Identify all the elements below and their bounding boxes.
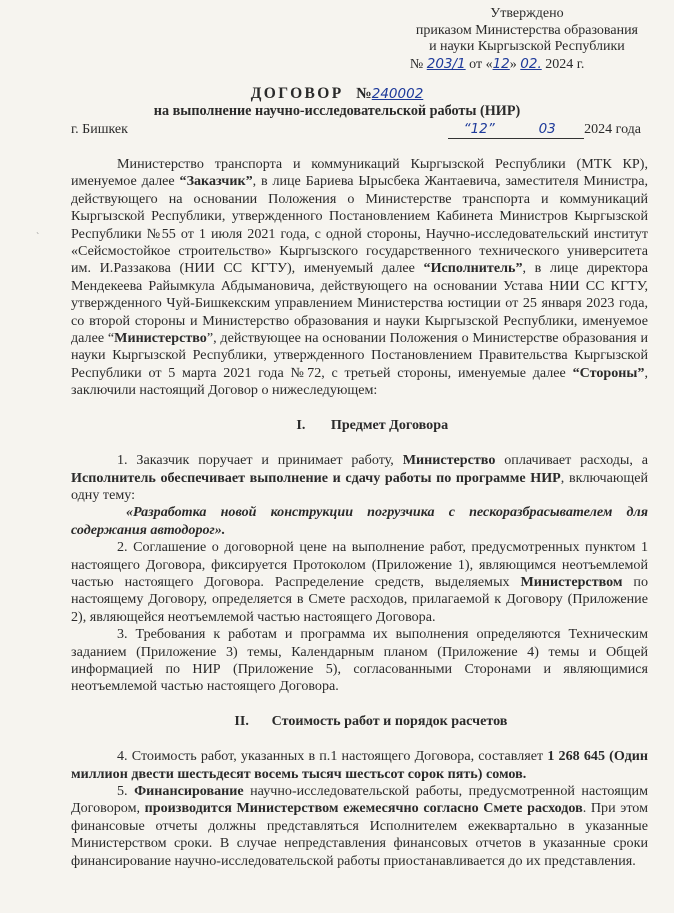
quote-close: » (509, 56, 517, 72)
clause-1: 1. Заказчик поручает и принимает работу, Министерство оплачивает расходы, а Исполнитель обеспечивает выполнение и сдачу работы по программе НИР, включающей одну тему: (71, 452, 648, 503)
order-month-handwritten: 02. (520, 55, 542, 72)
approval-line-3: и науки Кыргызской Республики (429, 39, 625, 54)
clause-3: 3. Требования к работам и программа их выполнения определяются Техническим заданием (Приложение 3) темы, Календарным планом (Приложение 4) темы и Общей информацией по НИР (Приложение 5), согласованными Сторонами и являющимися неотъемлемой частью настоящего Договора. (71, 626, 648, 695)
clause-4: 4. Стоимость работ, указанных в п.1 настоящего Договора, составляет 1 268 645 (Один миллион двести шестьдесят восемь тысяч шестьсот сорок пять) сомов. (71, 748, 648, 782)
date-quote-open: “ (463, 121, 471, 137)
approval-line-2: приказом Министерства образования (415, 22, 638, 38)
from-label: от « (469, 56, 493, 72)
number-sign: № (409, 56, 424, 72)
approval-order-line (410, 56, 638, 74)
order-day-handwritten: 12 (492, 55, 510, 72)
approval-line-1: Утверждено (490, 6, 564, 21)
city: г. Бишкек (71, 122, 128, 137)
date-year: 2024 года (584, 122, 641, 137)
date-day-handwritten: 12 (470, 121, 488, 137)
scan-mark: ` (36, 232, 40, 243)
contract-subtitle: на выполнение научно-исследовательской работы (НИР) (153, 103, 521, 119)
clause-5: 5. Финансирование научно-исследовательской работы, предусмотренной настоящим Договором, производится Министерством ежемесячно согласно Смете расходов. При этом финансовые отчеты должны представляться Исполнителем ежеквартально в указанные Министерством сроки. В случае непредставления финансовых отчетов в указанные сроки финансирование научно-исследовательской работы приостанавливается до их представления. (71, 783, 648, 869)
contract-number-handwritten: 240002 (371, 86, 424, 102)
contract-date (448, 121, 641, 139)
contract-body (71, 156, 648, 870)
date-month-handwritten: 03 (538, 121, 556, 137)
contract-title (0, 85, 674, 103)
approval-stamp-block (409, 6, 638, 73)
order-number-handwritten: 203/1 (426, 55, 466, 72)
date-quote-close: ” (487, 121, 495, 137)
clause-2: 2. Соглашение о договорной цене на выполнение работ, предусмотренных пунктом 1 настоящего Договора, фиксируется Протоколом (Приложение 1), являющимся неотъемлемой частью настоящего Договора. Распределение средств, выделяемых Министерством по настоящему Договору, определяется в Смете расходов, прилагаемой к Договору (Приложение 2), являющейся неотъемлемой частью настоящего Договора. (71, 539, 649, 625)
section-heading-1: I. Предмет Договора (296, 416, 449, 433)
section-heading-2: II. Стоимость работ и порядок расчетов (234, 712, 508, 729)
place-date-line (71, 121, 641, 139)
order-year: 2024 г. (545, 56, 585, 72)
preamble-paragraph: Министерство транспорта и коммуникаций Кыргызской Республики (МТК КР), именуемое далее “Заказчик”, в лице Бариева Ырысбека Жантаевича, заместителя Министра, действующего на основании Положения о Министерстве транспорта и коммуникаций Кыргызской Республики, утвержденного Постановлением Кабинета Министров Кыргызской Республики №55 от 1 июля 2021 года, с одной стороны, Научно-исследовательский институт «Сейсмостойкое строительство» Кыргызского государственного технического университета им. И.Раззакова (НИИ СС КГТУ), именуемый далее “Исполнитель”, в лице директора Мендекеева Райымкула Абдымановича, действующего на основании Устава НИИ СС КГТУ, утвержденного Чуй-Бишкекским управлением Министерства юстиции от 25 января 2023 года, со второй стороны и Министерство образования и науки Кыргызской Республики, именуемое далее “Министерство”, действующее на основании Положения о Министерстве образования и науки Кыргызской Республики, утвержденного Постановлением Правительства Кыргызской Республики от 5 марта 2021 года №72, с третьей стороны, именуемые далее “Стороны”, заключили настоящий Договор о нижеследующем: (71, 156, 648, 399)
title-word: ДОГОВОР (250, 85, 344, 102)
title-number-sign: № (356, 85, 372, 102)
research-topic: «Разработка новой конструкции погрузчика с пескоразбрасывателем для содержания автодорог». (71, 504, 648, 538)
